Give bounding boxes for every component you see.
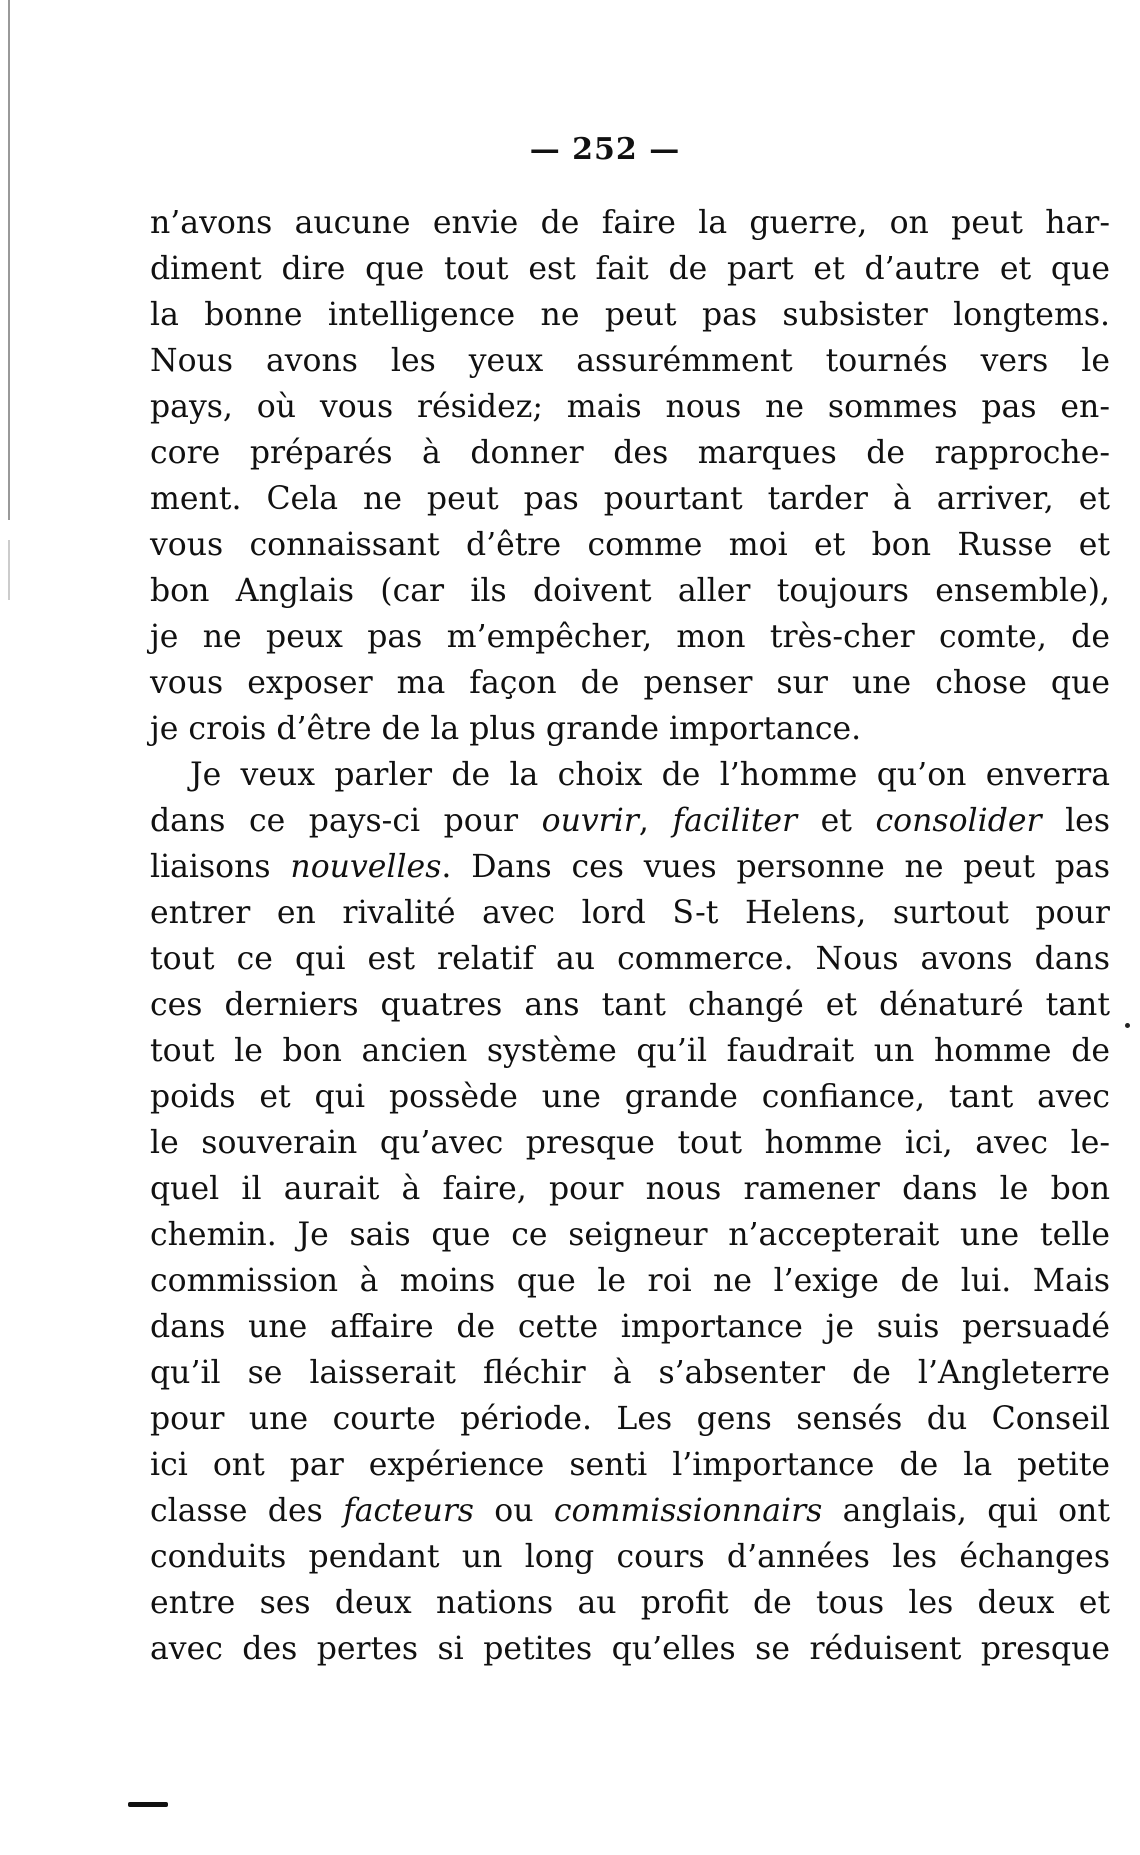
text-line: je crois d’être de la plus grande importance. [150, 711, 862, 747]
text-segment: , [638, 803, 673, 839]
text-line: chemin. Je sais que ce seigneur n’accepterait une telle [150, 1217, 1110, 1253]
text-line-mixed [150, 844, 1110, 890]
text-line: conduits pendant un long cours d’années les échanges [150, 1539, 1110, 1575]
text-line-mixed [150, 798, 1110, 844]
text-segment: anglais, qui ont [822, 1493, 1110, 1529]
body-text [150, 200, 1110, 1672]
text-line: tout le bon ancien système qu’il faudrait un homme de [150, 1033, 1110, 1069]
italic-word: facteurs [343, 1493, 474, 1529]
text-segment: dans ce pays-ci pour [150, 803, 542, 839]
text-line: core préparés à donner des marques de rapproche- [150, 435, 1110, 471]
text-line: vous connaissant d’être comme moi et bon Russe et [150, 527, 1110, 563]
italic-word: nouvelles [290, 849, 442, 885]
text-line: Je veux parler de la choix de l’homme qu’on enverra [190, 757, 1110, 793]
italic-word: faciliter [672, 803, 798, 839]
footer-dash [128, 1802, 168, 1807]
text-line: qu’il se laisserait fléchir à s’absenter de l’Angleterre [150, 1355, 1110, 1391]
text-line: ici ont par expérience senti l’importance de la petite [150, 1447, 1110, 1483]
text-line: entre ses deux nations au profit de tous les deux et [150, 1585, 1110, 1621]
page-number: — 252 — [529, 132, 681, 167]
text-line: ces derniers quatres ans tant changé et dénaturé tant [150, 987, 1110, 1023]
italic-word: ouvrir [541, 803, 639, 839]
text-line: entrer en rivalité avec lord S-t Helens, surtout pour [150, 895, 1110, 931]
italic-word: commissionnairs [553, 1493, 823, 1529]
text-line: vous exposer ma façon de penser sur une chose que [150, 665, 1110, 701]
text-line-mixed [150, 1488, 1110, 1534]
italic-word: consolider [875, 803, 1042, 839]
text-line: bon Anglais (car ils doivent aller toujours ensemble), [150, 573, 1110, 609]
page-edge-line-lower [8, 540, 10, 600]
text-segment: les [1041, 803, 1110, 839]
text-line: je ne peux pas m’empêcher, mon très-cher comte, de [150, 619, 1110, 655]
text-line: poids et qui possède une grande confiance, tant avec [150, 1079, 1110, 1115]
text-segment: classe des [150, 1493, 344, 1529]
text-segment: ou [473, 1493, 554, 1529]
text-segment: . Dans ces vues personne ne peut pas [441, 849, 1110, 885]
text-segment: liaisons [150, 849, 291, 885]
text-line: dans une affaire de cette importance je suis persuadé [150, 1309, 1110, 1345]
page-edge-line [8, 0, 10, 520]
text-line: avec des pertes si petites qu’elles se réduisent presque [150, 1631, 1110, 1667]
text-line: commission à moins que le roi ne l’exige de lui. Mais [150, 1263, 1110, 1299]
margin-mark [1125, 1023, 1130, 1028]
text-line: pour une courte période. Les gens sensés du Conseil [150, 1401, 1110, 1437]
text-line: n’avons aucune envie de faire la guerre, on peut har- [150, 205, 1110, 241]
text-line: la bonne intelligence ne peut pas subsister longtems. [150, 297, 1110, 333]
text-line: tout ce qui est relatif au commerce. Nous avons dans [150, 941, 1110, 977]
text-line: Nous avons les yeux assurémment tournés vers le [150, 343, 1110, 379]
text-line: ment. Cela ne peut pas pourtant tarder à arriver, et [150, 481, 1110, 517]
text-line: diment dire que tout est fait de part et d’autre et que [150, 251, 1110, 287]
text-line: le souverain qu’avec presque tout homme ici, avec le- [150, 1125, 1110, 1161]
text-line: quel il aurait à faire, pour nous ramener dans le bon [150, 1171, 1110, 1207]
text-line: pays, où vous résidez; mais nous ne sommes pas en- [150, 389, 1110, 425]
text-segment: et [797, 803, 876, 839]
